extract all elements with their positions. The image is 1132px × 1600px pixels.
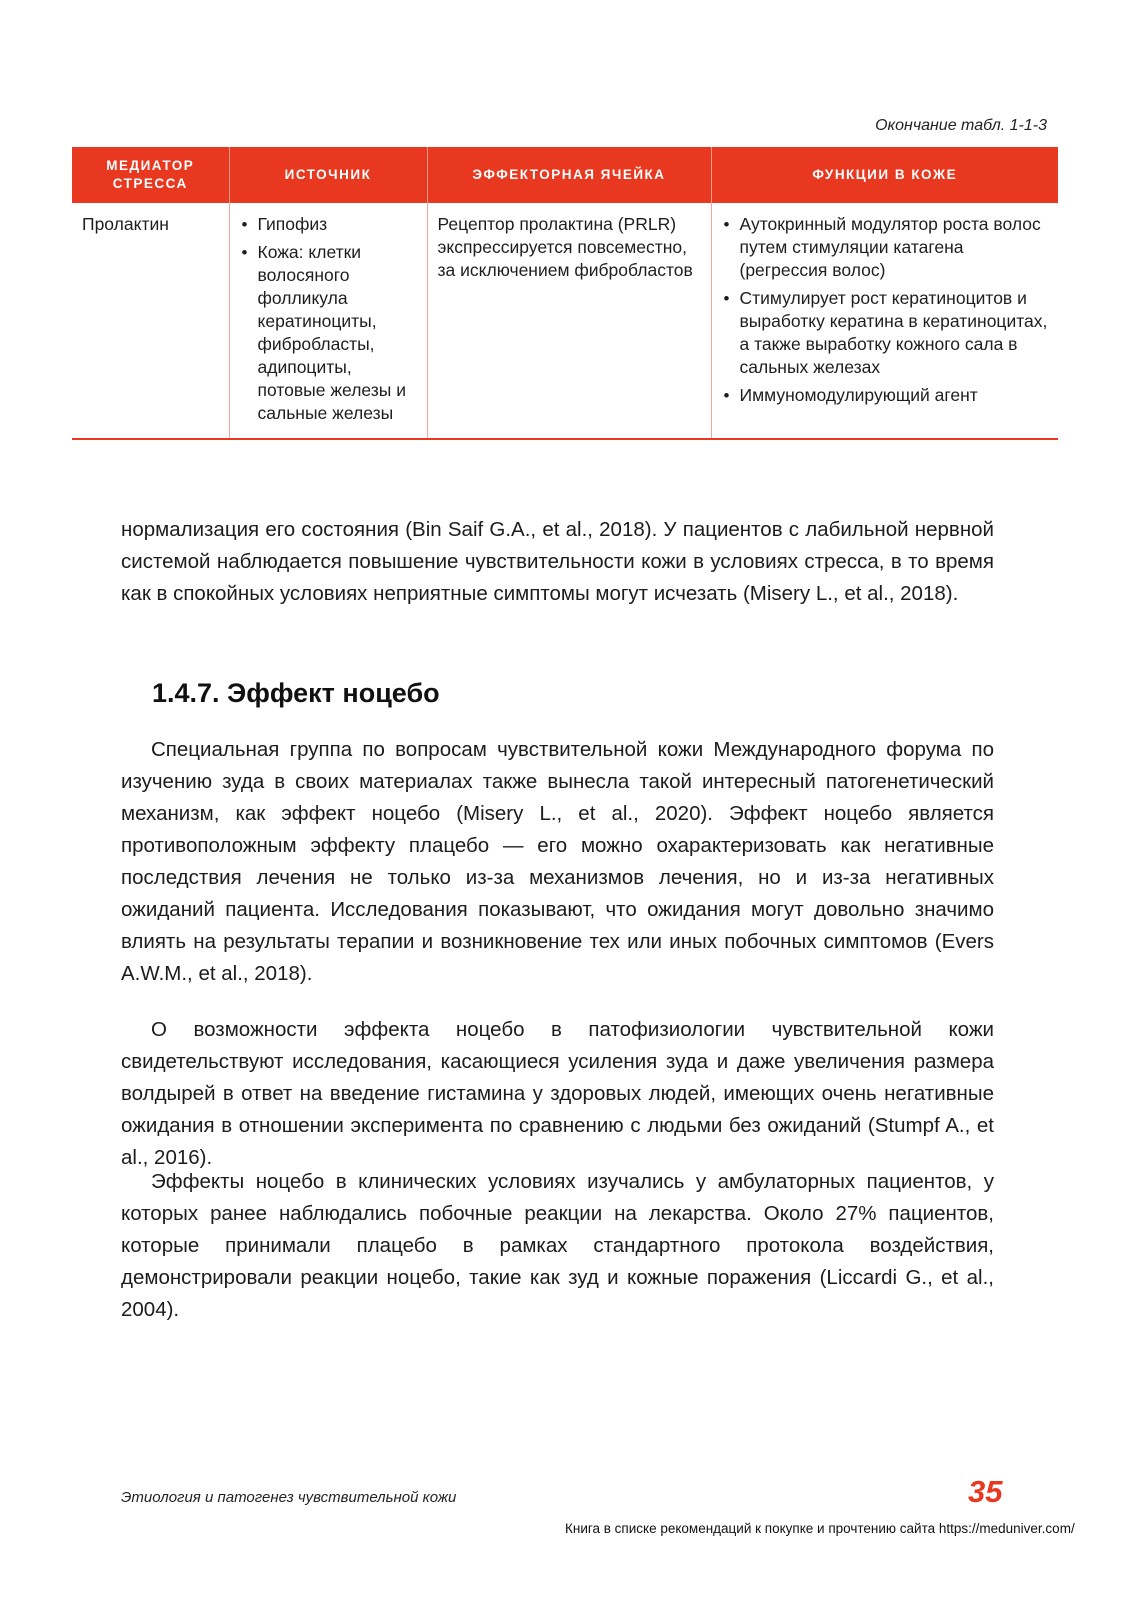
watermark-text: Книга в списке рекомендаций к покупке и прочтению сайта https://meduniver.com/ (565, 1521, 1075, 1536)
body-paragraph: Эффекты ноцебо в клинических условиях изучались у амбулаторных пациентов, у которых ранее наблюдались побочные реакции на лекарства. Около 27% пациентов, которые принимали плацебо в рамках стандартного протокола воздействия, демонстрировали реакции ноцебо, такие как зуд и кожные поражения (Liccardi G., et al., 2004). (121, 1170, 994, 1321)
body-paragraph: О возможности эффекта ноцебо в патофизиологии чувствительной кожи свидетельствуют исследования, касающиеся усиления зуда и даже увеличения размера волдырей в ответ на введение гистамина у здоровых людей, имеющих очень негативные ожидания в отношении эксперимента по сравнению с людьми без ожиданий (Stumpf A., et al., 2016). (121, 1018, 994, 1169)
page-number: 35 (968, 1474, 1003, 1509)
table-header-row (72, 147, 1058, 203)
stress-mediator-table (72, 147, 1058, 440)
functions-list (722, 213, 1049, 407)
body-paragraph: нормализация его состояния (Bin Saif G.A., et al., 2018). У пациентов с лабильной нервной системой наблюдается повышение чувствительности кожи в условиях стресса, в то время как в спокойных условиях неприятные симптомы могут исчезать (Misery L., et al., 2018). (121, 518, 994, 605)
header-mediator: МЕДИАТОР СТРЕССА (72, 147, 229, 203)
list-item: • Иммуномодулирующий агент (722, 384, 1049, 407)
section-heading: 1.4.7. Эффект ноцебо (152, 678, 440, 708)
header-source: ИСТОЧНИК (229, 147, 427, 203)
source-cell (229, 203, 427, 439)
list-item: • Аутокринный модулятор роста волос путем стимуляции катагена (регрессия волос) (722, 213, 1049, 282)
list-item: • Кожа: клетки волосяного фолликула кератиноциты, фибробласты, адипоциты, потовые железы и сальные железы (240, 241, 417, 425)
list-item: • Стимулирует рост кератиноцитов и выработку кератина в кератиноцитах, а также выработку кожного сала в сальных железах (722, 287, 1049, 379)
table-row (72, 203, 1058, 439)
header-skin-functions: ФУНКЦИИ В КОЖЕ (711, 147, 1058, 203)
header-effector-cell: ЭФФЕКТОРНАЯ ЯЧЕЙКА (427, 147, 711, 203)
body-paragraph: Специальная группа по вопросам чувствительной кожи Международного форума по изучению зуда в своих материалах также вынесла такой интересный патогенетический механизм, как эффект ноцебо (Misery L., et al., 2020). Эффект ноцебо является противоположным эффекту плацебо — его можно охарактеризовать как негативные последствия лечения не только из-за механизмов лечения, но и из-за негативных ожиданий пациента. Исследования показывают, что ожидания могут довольно значимо влиять на результаты терапии и возникновение тех или иных побочных симптомов (Evers A.W.M., et al., 2018). (121, 738, 994, 985)
source-list (240, 213, 417, 425)
table-caption: Окончание табл. 1-1-3 (875, 117, 1047, 134)
list-item: • Гипофиз (240, 213, 417, 236)
mediator-cell: Пролактин (72, 203, 229, 439)
running-footer-title: Этиология и патогенез чувствительной кожи (121, 1489, 457, 1506)
effector-cell: Рецептор пролактина (PRLR) экспрессируется повсеместно, за исключением фибробластов (427, 203, 711, 439)
functions-cell (711, 203, 1058, 439)
